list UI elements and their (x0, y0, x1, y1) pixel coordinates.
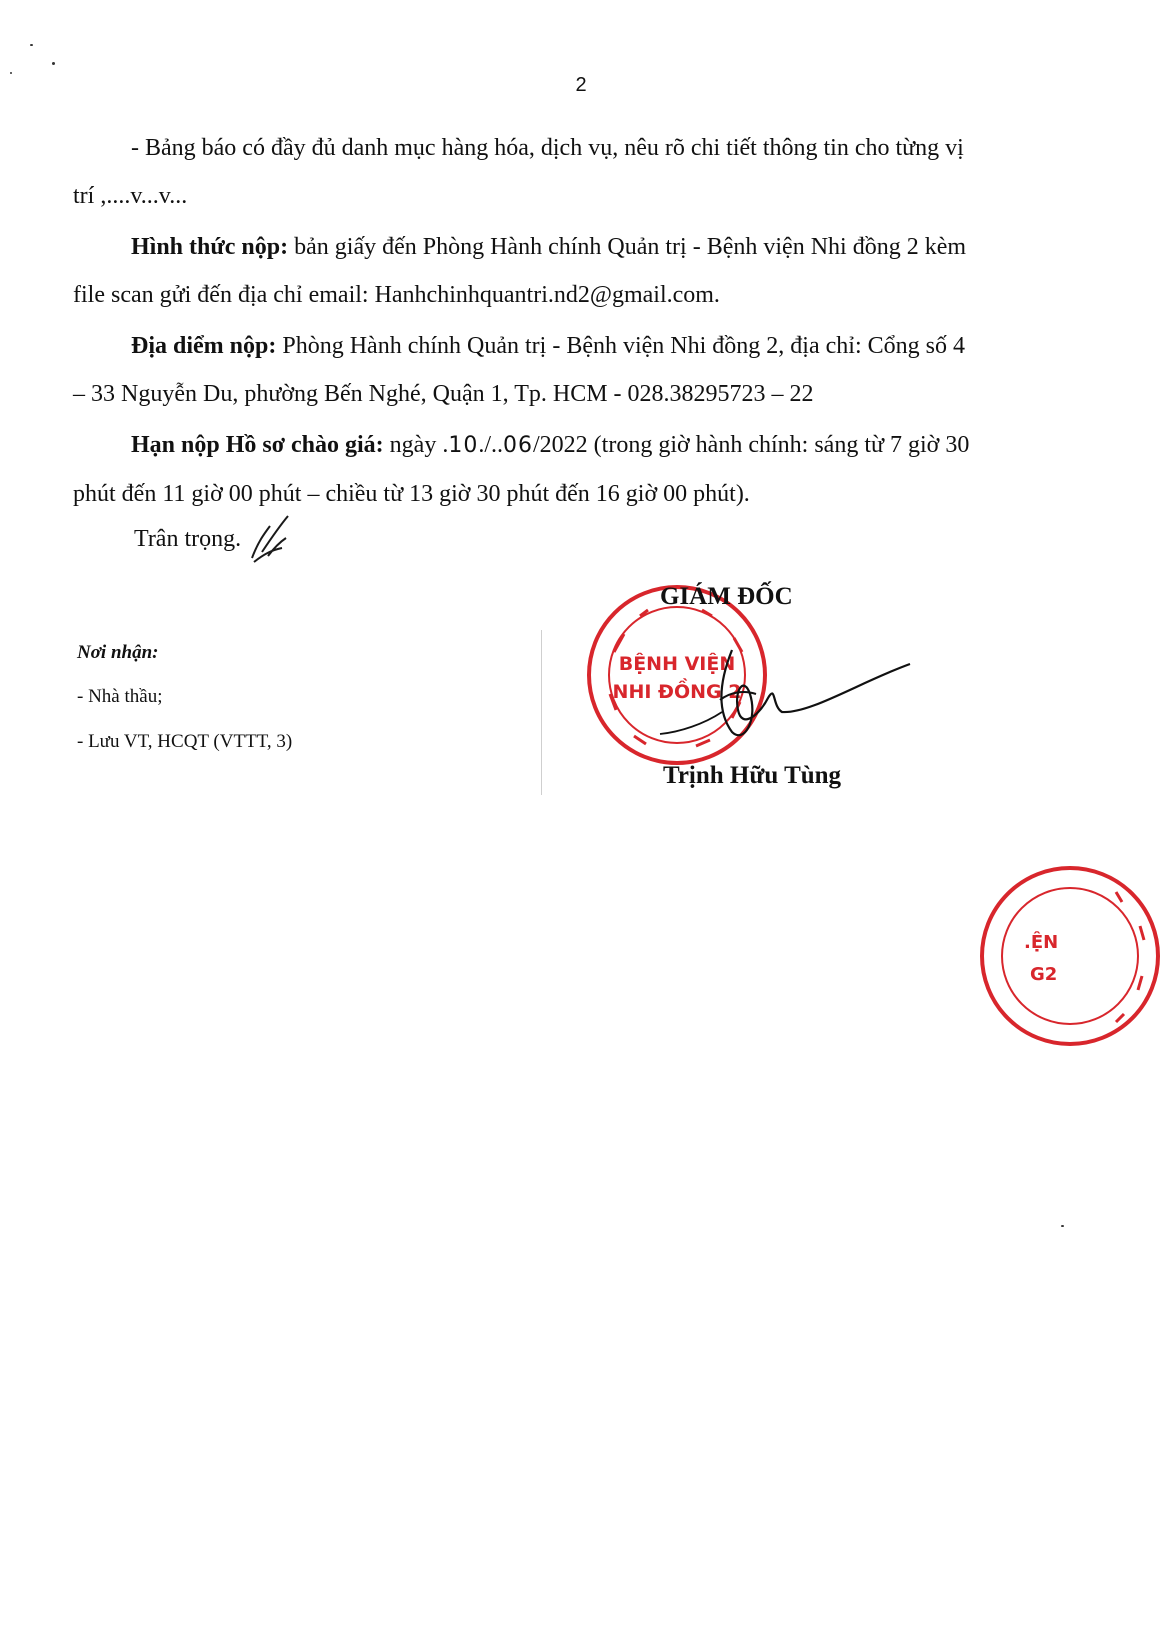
deadline-paragraph (73, 421, 1083, 518)
submission-form-text-2: file scan gửi đến địa chỉ email: Hanhchinhquantri.nd2@gmail.com. (73, 282, 720, 308)
scan-fold-line (541, 630, 542, 795)
scan-speck (30, 44, 33, 46)
deadline-label: Hạn nộp Hồ sơ chào giá: (131, 432, 384, 458)
recipient-item: - Nhà thầu; (77, 686, 163, 707)
submission-place-text-2: – 33 Nguyễn Du, phường Bến Nghé, Quận 1, Tp. HCM - 028.38295723 – 22 (73, 381, 814, 407)
submission-form-label: Hình thức nộp: (131, 234, 289, 260)
deadline-day-handwritten: 10 (448, 433, 479, 458)
submission-form-text-1: bản giấy đến Phòng Hành chính Quản trị - Bệnh viện Nhi đồng 2 kèm (288, 234, 967, 260)
submission-place-paragraph (73, 322, 1083, 418)
bullet-text-line-2: trí ,....v...v... (73, 183, 188, 209)
deadline-sep: ./.. (478, 432, 503, 458)
handwritten-signature (660, 640, 920, 750)
recipient-item: - Lưu VT, HCQT (VTTT, 3) (77, 731, 293, 752)
svg-text:G2: G2 (1030, 964, 1058, 985)
scan-speck (1061, 1225, 1064, 1227)
deadline-prefix: ngày . (383, 432, 449, 458)
scan-speck (52, 62, 55, 65)
submission-place-label: Địa diểm nộp: (131, 333, 277, 359)
submission-place-text-1: Phòng Hành chính Quản trị - Bệnh viện Nhi đồng 2, địa chỉ: Cổng số 4 (276, 333, 965, 359)
deadline-month-handwritten: 06 (503, 433, 533, 458)
handwritten-initials (248, 512, 296, 568)
stamp-text-line-2: NHI ĐỒNG 2 (612, 681, 742, 703)
deadline-text-2: phút đến 11 giờ 00 phút – chiều từ 13 giờ 30 phút đến 16 giờ 00 phút). (73, 481, 750, 507)
submission-form-paragraph (73, 223, 1083, 319)
signer-role: GIÁM ĐỐC (660, 583, 793, 610)
partial-edge-stamp (1024, 856, 1162, 1056)
recipients-title: Nơi nhận: (77, 642, 159, 663)
deadline-year: /2022 (533, 432, 588, 458)
svg-text:.ỆN: .ỆN (1024, 932, 1059, 953)
closing-text: Trân trọng. (134, 526, 242, 552)
deadline-text-1: (trong giờ hành chính: sáng từ 7 giờ 30 (587, 432, 970, 458)
stamp-text-line-1: BỆNH VIỆN (618, 653, 736, 675)
bullet-paragraph (73, 124, 1083, 220)
signer-name: Trịnh Hữu Tùng (663, 762, 842, 789)
page-number: 2 (575, 74, 587, 96)
bullet-text-line-1: - Bảng báo có đầy đủ danh mục hàng hóa, dịch vụ, nêu rõ chi tiết thông tin cho từng vị (131, 135, 964, 161)
